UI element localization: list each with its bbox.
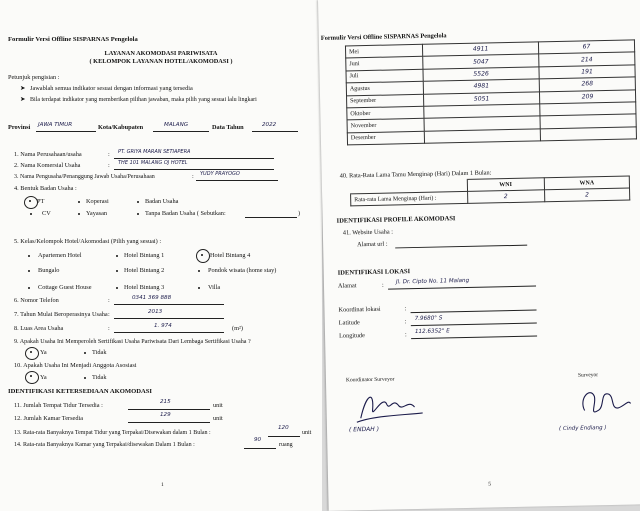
q41-label: 41. Website Usaha :	[342, 228, 394, 237]
q14-unit: ruang	[279, 442, 293, 448]
q10-yes[interactable]: Ya	[40, 374, 47, 381]
month-value-a[interactable]	[424, 129, 540, 144]
option-tanpa-badan-usaha[interactable]: Tanpa Badan Usaha ( Sebutkan:	[145, 210, 226, 217]
month-name: Mei	[345, 44, 422, 58]
province-label: Provinsi	[8, 124, 31, 131]
address-label: Alamat	[337, 282, 357, 290]
q3-value[interactable]: YUDY PRAYOGO	[200, 171, 240, 177]
page-number: 1	[161, 482, 164, 488]
q12-label: 12. Jumlah Kamar Tersedia	[14, 415, 84, 422]
option-hotel-bintang-1[interactable]: Hotel Bintang 1	[124, 252, 165, 259]
latitude-value[interactable]: 7.9680° S	[414, 315, 443, 323]
q9-label: 9. Apakah Usaha Ini Memperoleh Sertifikasi Usaha Pariwisata Dari Lembaga Sertifikasi Usaha ?	[14, 339, 251, 345]
latitude-label: Latitude	[338, 319, 360, 327]
address-value[interactable]: Jl. Dr. Cipto No. 11 Malang	[395, 277, 470, 286]
q11-unit: unit	[213, 402, 223, 409]
option-hotel-bintang-2[interactable]: Hotel Bintang 2	[124, 267, 165, 274]
coordinator-signature-icon	[352, 383, 425, 428]
longitude-value[interactable]: 112.6352° E	[414, 328, 450, 336]
longitude-label: Longitude	[338, 332, 366, 340]
form-label: Formulir Versi Offline SISPARNAS Pengelola	[8, 36, 138, 43]
option-koperasi[interactable]: Koperasi	[86, 198, 109, 205]
option-pt[interactable]: PT	[37, 198, 45, 205]
option-cottage[interactable]: Cottage Guest House	[38, 284, 92, 291]
wni-header: WNI	[467, 178, 545, 192]
month-value-b[interactable]: 67	[538, 40, 634, 54]
option-cv[interactable]: CV	[42, 210, 51, 217]
q11-value[interactable]: 215	[160, 399, 171, 405]
monthly-table	[345, 39, 637, 145]
month-value-b[interactable]: 268	[539, 77, 635, 91]
selected-circle	[196, 249, 210, 263]
q5-label: 5. Kelas/Kelompok Hotel/Akomodasi (Pilih yang sesuai) :	[14, 238, 162, 245]
location-section-heading: IDENTIFIKASI LOKASI	[337, 268, 411, 277]
q10-no[interactable]: Tidak	[92, 374, 107, 381]
option-badan-usaha[interactable]: Badan Usaha	[145, 198, 179, 205]
q40-label: 40. Rata-Rata Lama Tamu Menginap (Hari) Dalam 1 Bulan:	[339, 169, 492, 180]
month-name: Desember	[347, 131, 424, 145]
form-title: LAYANAN AKOMODASI PARIWISATA	[104, 50, 218, 57]
q13-unit: unit	[302, 430, 312, 436]
option-villa[interactable]: Villa	[208, 284, 221, 291]
option-hotel-bintang-4[interactable]: Hotel Bintang 4	[210, 252, 251, 259]
month-name: November	[347, 119, 424, 133]
month-value-a[interactable]: 5047	[423, 54, 539, 69]
surveyor-signature-icon	[570, 379, 635, 424]
coordinator-label: Koordinator Surveyor	[345, 376, 395, 384]
wna-value[interactable]: 2	[544, 188, 629, 202]
right-form-page: Formulir Versi Offline SISPARNAS Pengelola Mei 4911 67 Juni 5047 214 Juli 5526 191 Agustus 4981 268 September 5051 209 Oktober November Desember 40. Rata-Rata Lama Tamu Menginap (Hari) Dalam 1 Bulan: WNI WNA Rata-rata Lama Menginap (Hari) : 2 2 IDENTIFIKASI PROFILE AKOMODASI 41. Website Usaha : Alamat url : IDENTIFIKASI LOKASI Alamat : Jl. Dr. Cipto No. 11 Malang Koordinat lokasi : Latitude : 7.9680° S Longitude : 112.6352° E Koordinator Surveyor ( ENDAH ) Surveyor ( Cindy Endiang ) 5	[318, 0, 640, 511]
q6-label: 6. Nomor Telefon	[14, 297, 59, 304]
option-hotel-bintang-3[interactable]: Hotel Bintang 3	[124, 284, 165, 291]
q7-label: 7. Tahun Mulai Beroperasinya Usaha	[14, 311, 108, 318]
stay-row-label: Rata-rata Lama Menginap (Hari) :	[351, 191, 468, 205]
q9-no[interactable]: Tidak	[92, 349, 107, 356]
option-bungalo[interactable]: Bungalo	[38, 267, 60, 274]
form-subtitle: ( KELOMPOK LAYANAN HOTEL/AKOMODASI )	[89, 58, 233, 65]
q2-label: 2. Nama Komersial Usaha	[14, 162, 81, 169]
year-value[interactable]: 2022	[262, 122, 277, 128]
selected-circle	[25, 371, 39, 384]
month-value-b[interactable]: 191	[539, 65, 635, 79]
q8-label: 8. Luas Area Usaha	[14, 325, 64, 332]
city-label: Kota/Kabupaten	[98, 124, 144, 131]
instruction-bullet-icon: ➤	[20, 85, 26, 92]
q12-unit: unit	[213, 415, 223, 422]
city-value[interactable]: MALANG	[164, 122, 189, 128]
instruction-bullet-icon: ➤	[20, 96, 26, 103]
q7-value[interactable]: 2013	[148, 309, 163, 315]
capacity-section-heading: IDENTIFIKASI KETERSEDIAAN AKOMODASI	[8, 388, 152, 395]
surveyor-label: Surveyor	[577, 372, 599, 379]
month-value-b[interactable]: 214	[539, 52, 635, 66]
form-label: Formulir Versi Offline SISPARNAS Pengelola	[320, 32, 447, 42]
q3-label: 3. Nama Pengusaha/Penanggung Jawab Usaha/Perusahaan	[14, 174, 155, 180]
q6-value[interactable]: 0341 369 888	[132, 295, 172, 301]
instruction-2: Bila terdapat indikator yang memberikan pilihan jawaban, maka pilih yang sesuai lalu lingkari	[30, 97, 257, 103]
month-value-b[interactable]: 209	[539, 89, 635, 103]
q14-value[interactable]: 90	[254, 437, 262, 443]
wna-header: WNA	[544, 176, 629, 190]
q13-label: 13. Rata-rata Banyaknya Tempat Tidur yang Terpakai/Disewakan dalam 1 Bulan :	[14, 430, 211, 436]
q10-label: 10. Apakah Usaha Ini Menjadi Anggota Asosiasi	[14, 362, 137, 369]
month-value-a[interactable]: 5526	[423, 67, 539, 82]
left-form-page: Formulir Versi Offline SISPARNAS Pengelola LAYANAN AKOMODASI PARIWISATA ( KELOMPOK LAYANAN HOTEL/AKOMODASI ) Petunjuk pengisian : ➤ Jawablah semua indikator sesuai dengan informasi yang tersedia ➤ Bila terdapat indikator yang memberikan pilihan jawaban, maka pilih yang sesuai lalu lingkari Provinsi JAWA TIMUR Kota/Kabupaten MALANG Data Tahun 2022 1. Nama Perusahaan/usaha : PT. GRIYA MARAN SETIAPERA 2. Nama Komersial Usaha : THE 101 MALANG OJ HOTEL 3. Nama Pengusaha/Penanggung Jawab Usaha/Perusahaan : YUDY PRAYOGO 4. Bentuk Badan Usaha : PT Koperasi Badan Usaha CV Yayasan Tanpa Badan Usaha ( Sebutkan: ) 5. Kelas/Kelompok Hotel/Akomodasi (Pilih yang sesuai) : Apartemen Hotel Hotel Bintang 1 Hotel Bintang 4 Bungalo Hotel Bintang 2 Pondok wisata (home stay) Cottage Guest House Hotel Bintang 3 Villa 6. Nomor Telefon : 0341 369 888 7. Tahun Mulai Beroperasinya Usaha : 2013 8. Luas Area Usaha : 1. 974 (m²) 9. Apakah Usaha Ini Memperoleh Sertifikasi Usaha Pariwisata Dari Lembaga Sertifikasi Usaha ? Ya Tidak 10. Apakah Usaha Ini Menjadi Anggota Asosiasi Ya Tidak IDENTIFIKASI KETERSEDIAAN AKOMODASI 11. Jumlah Tempat Tidur Tersedia : 215 unit 12. Jumlah Kamar Tersedia 129 unit 13. Rata-rata Banyaknya Tempat Tidur yang Terpakai/Disewakan dalam 1 Bulan : 120 unit 14. Rata-rata Banyaknya Kamar yang Terpakai/disewakan Dalam 1 Bulan : 90 ruang 1	[0, 0, 322, 511]
month-value-a[interactable]: 4911	[422, 42, 538, 57]
month-value-a[interactable]: 4981	[423, 79, 539, 94]
selected-circle	[24, 196, 38, 209]
q1-value[interactable]: PT. GRIYA MARAN SETIAPERA	[118, 149, 191, 155]
q2-value[interactable]: THE 101 MALANG OJ HOTEL	[118, 160, 188, 166]
province-value[interactable]: JAWA TIMUR	[38, 122, 73, 128]
month-value-a[interactable]: 5051	[423, 91, 539, 106]
month-name: Juni	[346, 57, 423, 71]
surveyor-name: ( Cindy Endiang )	[558, 425, 607, 433]
coordinator-name: ( ENDAH )	[348, 425, 380, 434]
coordinates-label: Koordinat lokasi	[338, 305, 381, 314]
option-apartemen-hotel[interactable]: Apartemen Hotel	[38, 252, 82, 259]
q11-label: 11. Jumlah Tempat Tidur Tersedia :	[14, 402, 103, 409]
q9-yes[interactable]: Ya	[40, 349, 47, 356]
page-number: 5	[488, 481, 492, 488]
stay-table	[350, 176, 630, 207]
year-label: Data Tahun	[212, 124, 244, 131]
option-yayasan[interactable]: Yayasan	[86, 210, 108, 217]
q14-label: 14. Rata-rata Banyaknya Kamar yang Terpakai/disewakan Dalam 1 Bulan :	[14, 442, 195, 448]
wni-value[interactable]: 2	[467, 190, 545, 204]
selected-circle	[25, 347, 39, 360]
month-name: September	[347, 94, 424, 108]
month-name: Agustus	[346, 81, 423, 95]
instructions-heading: Petunjuk pengisian :	[8, 74, 60, 81]
q8-unit: (m²)	[232, 325, 243, 332]
month-name: Juli	[346, 69, 423, 83]
q8-value[interactable]: 1. 974	[154, 323, 172, 329]
q1-label: 1. Nama Perusahaan/usaha	[14, 151, 82, 158]
option-pondok-wisata[interactable]: Pondok wisata (home stay)	[208, 267, 277, 274]
month-name: Oktober	[347, 106, 424, 120]
month-value-b[interactable]	[540, 127, 636, 141]
q4-label: 4. Bentuk Badan Usaha :	[14, 185, 77, 192]
q12-value[interactable]: 129	[160, 412, 171, 418]
q13-value[interactable]: 120	[278, 425, 289, 431]
profile-section-heading: IDENTIFIKASI PROFILE AKOMODASI	[336, 215, 456, 225]
instruction-1: Jawablah semua indikator sesuai dengan informasi yang tersedia	[30, 85, 193, 92]
url-label: Alamat url :	[357, 240, 388, 249]
